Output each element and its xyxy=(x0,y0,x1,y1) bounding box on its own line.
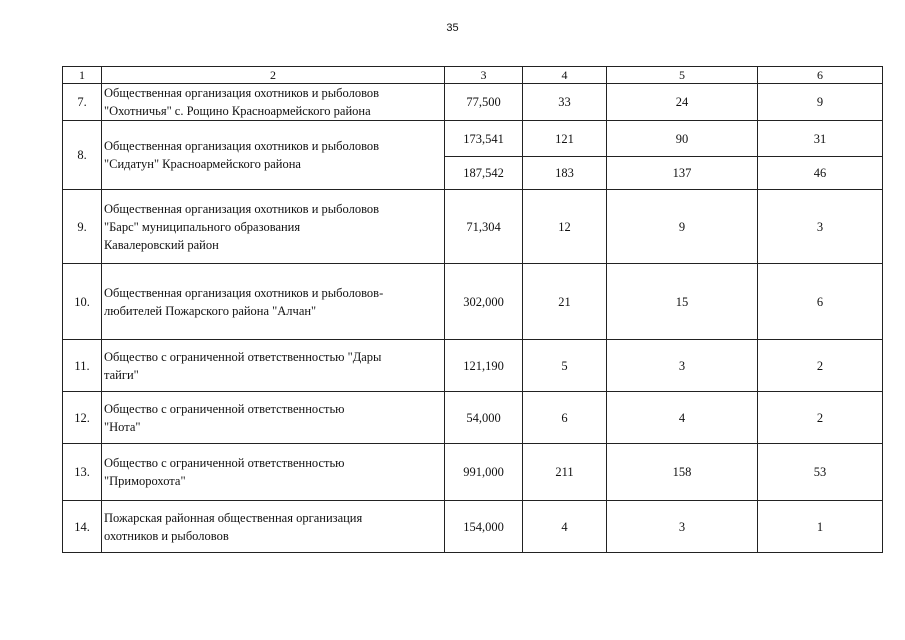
table-row xyxy=(63,392,883,444)
value-cell: 154,000 xyxy=(445,501,523,553)
organization-name-line: Общественная организация охотников и рыболовов xyxy=(104,139,380,153)
organization-name-line: Общество с ограниченной ответственностью xyxy=(104,456,345,470)
column-header: 2 xyxy=(102,67,445,84)
organization-name xyxy=(102,121,445,190)
column-header: 6 xyxy=(758,67,883,84)
column-header: 1 xyxy=(63,67,102,84)
value-cell: 3 xyxy=(607,501,758,553)
value-cell: 173,541 xyxy=(445,121,523,157)
value-cell: 33 xyxy=(523,84,607,121)
value-cell: 5 xyxy=(523,340,607,392)
value-cell: 6 xyxy=(758,264,883,340)
row-number: 13. xyxy=(63,444,102,501)
organization-name xyxy=(102,264,445,340)
value-cell: 2 xyxy=(758,392,883,444)
value-cell: 2 xyxy=(758,340,883,392)
value-cell: 6 xyxy=(523,392,607,444)
organizations-table xyxy=(62,66,883,553)
organization-name xyxy=(102,84,445,121)
row-number: 11. xyxy=(63,340,102,392)
organization-name-line: Пожарская районная общественная организация xyxy=(104,510,363,525)
value-cell: 4 xyxy=(523,501,607,553)
organization-name xyxy=(102,190,445,264)
table-row xyxy=(63,501,883,553)
table-row xyxy=(63,190,883,264)
column-header: 3 xyxy=(445,67,523,84)
table-row xyxy=(63,121,883,157)
value-cell: 158 xyxy=(607,444,758,501)
value-cell: 77,500 xyxy=(445,84,523,121)
value-cell: 211 xyxy=(523,444,607,501)
value-cell: 53 xyxy=(758,444,883,501)
value-cell: 121 xyxy=(523,121,607,157)
value-cell: 24 xyxy=(607,84,758,121)
value-cell: 21 xyxy=(523,264,607,340)
organization-name-line: Общественная организация охотников и рыболовов- xyxy=(104,285,384,300)
table-row xyxy=(63,340,883,392)
value-cell: 90 xyxy=(607,121,758,157)
value-cell: 71,304 xyxy=(445,190,523,264)
value-cell: 4 xyxy=(607,392,758,444)
row-number: 12. xyxy=(63,392,102,444)
row-number: 10. xyxy=(63,264,102,340)
value-cell: 15 xyxy=(607,264,758,340)
value-cell: 9 xyxy=(758,84,883,121)
value-cell: 3 xyxy=(758,190,883,264)
table-row xyxy=(63,84,883,121)
value-cell: 991,000 xyxy=(445,444,523,501)
value-cell: 187,542 xyxy=(445,157,523,190)
value-cell: 137 xyxy=(607,157,758,190)
value-cell: 1 xyxy=(758,501,883,553)
column-header: 5 xyxy=(607,67,758,84)
value-cell: 9 xyxy=(607,190,758,264)
organization-name-line: "Сидатун" Красноармейского района xyxy=(104,157,301,171)
value-cell: 46 xyxy=(758,157,883,190)
organization-name xyxy=(102,444,445,501)
organization-name-line: Общество с ограниченной ответственностью "Дары xyxy=(104,349,382,364)
organization-name-line: Общество с ограниченной ответственностью xyxy=(104,401,345,416)
value-cell: 54,000 xyxy=(445,392,523,444)
organization-name xyxy=(102,340,445,392)
value-cell: 121,190 xyxy=(445,340,523,392)
organization-name-line: "Барс" муниципального образования xyxy=(104,219,301,234)
table-row xyxy=(63,264,883,340)
value-cell: 31 xyxy=(758,121,883,157)
value-cell: 183 xyxy=(523,157,607,190)
organization-name-line: Общественная организация охотников и рыболовов xyxy=(104,201,380,216)
page-number: 35 xyxy=(446,22,459,34)
row-number: 9. xyxy=(63,190,102,264)
organization-name-line: охотников и рыболовов xyxy=(104,528,229,543)
organization-name-line: "Охотничья" с. Рощино Красноармейского района xyxy=(104,104,371,118)
column-header: 4 xyxy=(523,67,607,84)
value-cell: 302,000 xyxy=(445,264,523,340)
value-cell: 3 xyxy=(607,340,758,392)
value-cell: 12 xyxy=(523,190,607,264)
row-number: 14. xyxy=(63,501,102,553)
organization-name-line: Общественная организация охотников и рыболовов xyxy=(104,86,380,100)
organization-name-line: "Нота" xyxy=(104,419,141,434)
table-row xyxy=(63,444,883,501)
organization-name-line: тайги" xyxy=(104,367,139,382)
organization-name-line: Кавалеровский район xyxy=(104,237,219,252)
organization-name-line: "Приморохота" xyxy=(104,474,186,488)
organization-name xyxy=(102,501,445,553)
organization-name-line: любителей Пожарского района "Алчан" xyxy=(104,303,317,318)
row-number: 8. xyxy=(63,121,102,190)
organization-name xyxy=(102,392,445,444)
table-header-row xyxy=(63,67,883,84)
row-number: 7. xyxy=(63,84,102,121)
